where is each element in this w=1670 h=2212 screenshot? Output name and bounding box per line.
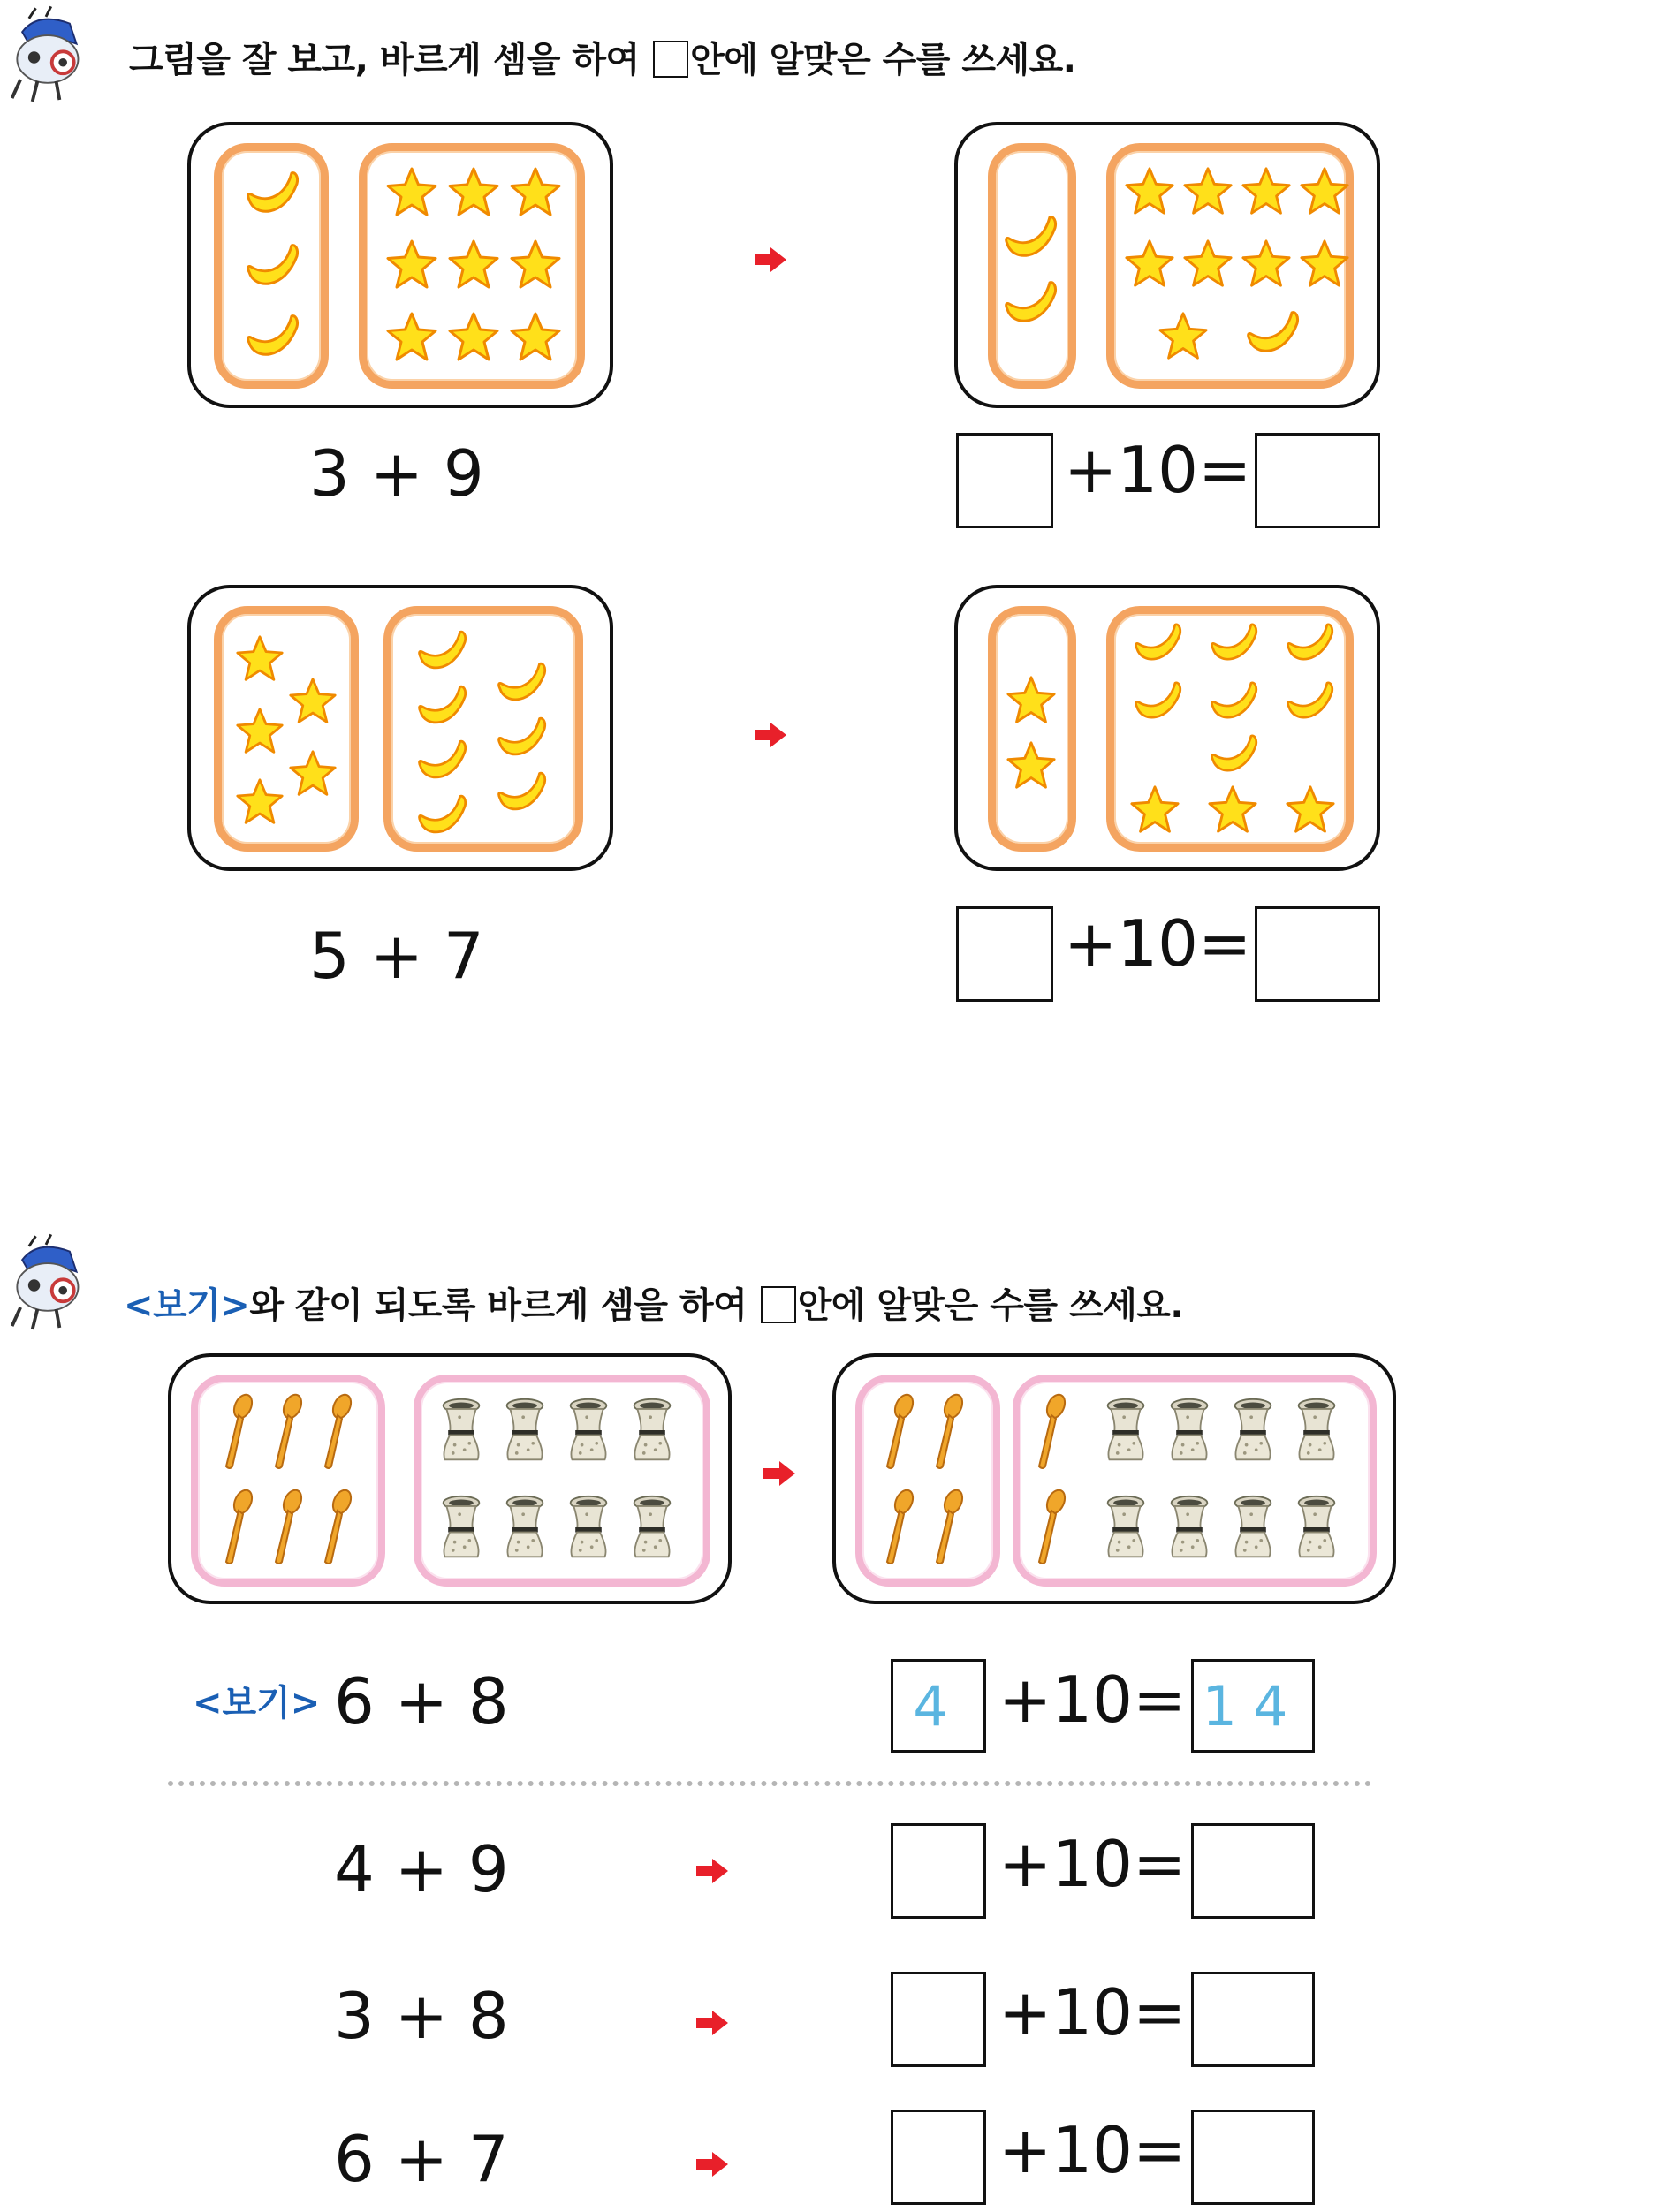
answer-box[interactable] (891, 1823, 986, 1919)
answer-box[interactable] (1191, 1972, 1315, 2067)
star-icon (1241, 239, 1292, 290)
star-icon (235, 707, 285, 756)
moon-icon (1205, 618, 1264, 666)
pouch-icon (627, 1398, 677, 1463)
instruction-text: 그림을 잘 보고, 바르게 셈을 하여 (129, 40, 652, 80)
expression: 4 + 9 (334, 1832, 509, 1906)
star-icon (288, 749, 338, 799)
arrow-right-icon (695, 2150, 730, 2178)
spoon-icon (219, 1488, 254, 1567)
moon-icon (242, 239, 304, 292)
star-icon (1299, 239, 1350, 290)
star-icon (1124, 166, 1175, 217)
star-icon (1182, 239, 1234, 290)
star-icon (1129, 784, 1180, 836)
pouch-icon (564, 1398, 613, 1463)
arrow-right-icon (695, 2009, 730, 2037)
spoon-icon (1032, 1488, 1067, 1567)
star-icon (288, 677, 338, 726)
moon-icon (1129, 618, 1188, 666)
star-icon (1241, 166, 1292, 217)
example-answer: 14 (1202, 1673, 1304, 1739)
pouch-icon (564, 1495, 613, 1560)
answer-box[interactable] (1255, 433, 1380, 528)
tray-compartment (988, 143, 1076, 389)
instruction-text: 안에 알맞은 수를 쓰세요. (690, 40, 1076, 80)
moon-icon (493, 657, 551, 707)
pouch-icon (436, 1495, 486, 1560)
star-icon (1207, 784, 1258, 836)
spoon-icon (219, 1392, 254, 1472)
tray-compartment (855, 1375, 1000, 1587)
spoon-icon (880, 1488, 915, 1567)
tray-example-right (832, 1353, 1396, 1604)
example-label: <보기> (193, 1683, 321, 1723)
star-icon (1285, 784, 1336, 836)
tray-example-left (168, 1353, 732, 1604)
star-icon (509, 239, 562, 292)
spoon-icon (269, 1392, 304, 1472)
moon-icon (1242, 306, 1304, 359)
answer-box[interactable] (891, 2110, 986, 2205)
spoon-icon (318, 1488, 353, 1567)
pouch-icon (1228, 1495, 1278, 1560)
star-icon (509, 311, 562, 364)
instruction-text: 안에 알맞은 수를 쓰세요. (797, 1285, 1184, 1326)
equation-text: +10= (1064, 906, 1252, 981)
spoon-icon (318, 1392, 353, 1472)
bogi-tag: <보기> (124, 1285, 250, 1326)
star-icon (385, 166, 438, 219)
spoon-icon (930, 1392, 965, 1472)
pouch-icon (1165, 1495, 1214, 1560)
answer-box[interactable] (1191, 1823, 1315, 1919)
expression: 6 + 8 (334, 1664, 509, 1739)
star-icon (1124, 239, 1175, 290)
pouch-icon (1292, 1495, 1341, 1560)
answer-box[interactable] (956, 906, 1053, 1002)
expression: 3 + 9 (309, 436, 484, 511)
moon-icon (1281, 677, 1340, 724)
mascot-icon (4, 1233, 88, 1337)
moon-icon (242, 166, 304, 219)
example-answer: 4 (913, 1673, 964, 1739)
pouch-icon (436, 1398, 486, 1463)
equation-text: +10= (998, 1663, 1187, 1737)
moon-icon (1205, 730, 1264, 777)
tray-problem-2-right (954, 585, 1380, 871)
equation-text: +10= (998, 1827, 1187, 1901)
star-icon (235, 777, 285, 827)
equation-text: +10= (1064, 433, 1252, 507)
pouch-icon (500, 1398, 550, 1463)
moon-icon (242, 309, 304, 362)
pouch-icon (500, 1495, 550, 1560)
spoon-icon (880, 1392, 915, 1472)
section2-instruction (124, 1277, 1183, 1328)
star-icon (385, 311, 438, 364)
instruction-square-icon (653, 41, 688, 78)
answer-box[interactable] (891, 1972, 986, 2067)
moon-icon (1000, 210, 1062, 263)
moon-icon (1281, 618, 1340, 666)
moon-icon (414, 625, 472, 675)
answer-box-example (891, 1659, 986, 1753)
star-icon (1299, 166, 1350, 217)
pouch-icon (627, 1495, 677, 1560)
answer-box[interactable] (1191, 2110, 1315, 2205)
answer-box[interactable] (1255, 906, 1380, 1002)
divider (168, 1781, 1371, 1786)
star-icon (447, 239, 500, 292)
moon-icon (414, 680, 472, 730)
tray-problem-2-left (187, 585, 613, 871)
moon-icon (414, 790, 472, 839)
expression: 5 + 7 (309, 919, 484, 993)
star-icon (447, 311, 500, 364)
arrow-right-icon (762, 1459, 797, 1488)
arrow-right-icon (695, 1857, 730, 1885)
arrow-right-icon (753, 721, 788, 749)
spoon-icon (269, 1488, 304, 1567)
moon-icon (493, 712, 551, 761)
answer-box[interactable] (956, 433, 1053, 528)
expression: 3 + 8 (334, 1979, 509, 2053)
equation-text: +10= (998, 1975, 1187, 2049)
pouch-icon (1292, 1398, 1341, 1463)
star-icon (509, 166, 562, 219)
star-icon (1006, 675, 1057, 726)
tray-compartment (988, 606, 1076, 852)
tray-problem-1-left (187, 122, 613, 408)
pouch-icon (1165, 1398, 1214, 1463)
star-icon (447, 166, 500, 219)
spoon-icon (930, 1488, 965, 1567)
arrow-right-icon (753, 246, 788, 274)
tray-problem-1-right (954, 122, 1380, 408)
moon-icon (1205, 677, 1264, 724)
moon-icon (1129, 677, 1188, 724)
instruction-text: 와 같이 되도록 바르게 셈을 하여 (249, 1285, 759, 1326)
pouch-icon (1228, 1398, 1278, 1463)
star-icon (1006, 740, 1057, 792)
star-icon (385, 239, 438, 292)
mascot-icon (4, 5, 88, 110)
section1-instruction (129, 32, 1075, 82)
moon-icon (1000, 276, 1062, 329)
star-icon (1182, 166, 1234, 217)
moon-icon (493, 767, 551, 816)
spoon-icon (1032, 1392, 1067, 1472)
answer-box-example (1191, 1659, 1315, 1753)
equation-text: +10= (998, 2113, 1187, 2187)
star-icon (235, 634, 285, 684)
star-icon (1158, 311, 1209, 362)
expression: 6 + 7 (334, 2122, 509, 2196)
pouch-icon (1101, 1398, 1150, 1463)
moon-icon (414, 735, 472, 784)
instruction-square-icon (761, 1286, 796, 1323)
pouch-icon (1101, 1495, 1150, 1560)
